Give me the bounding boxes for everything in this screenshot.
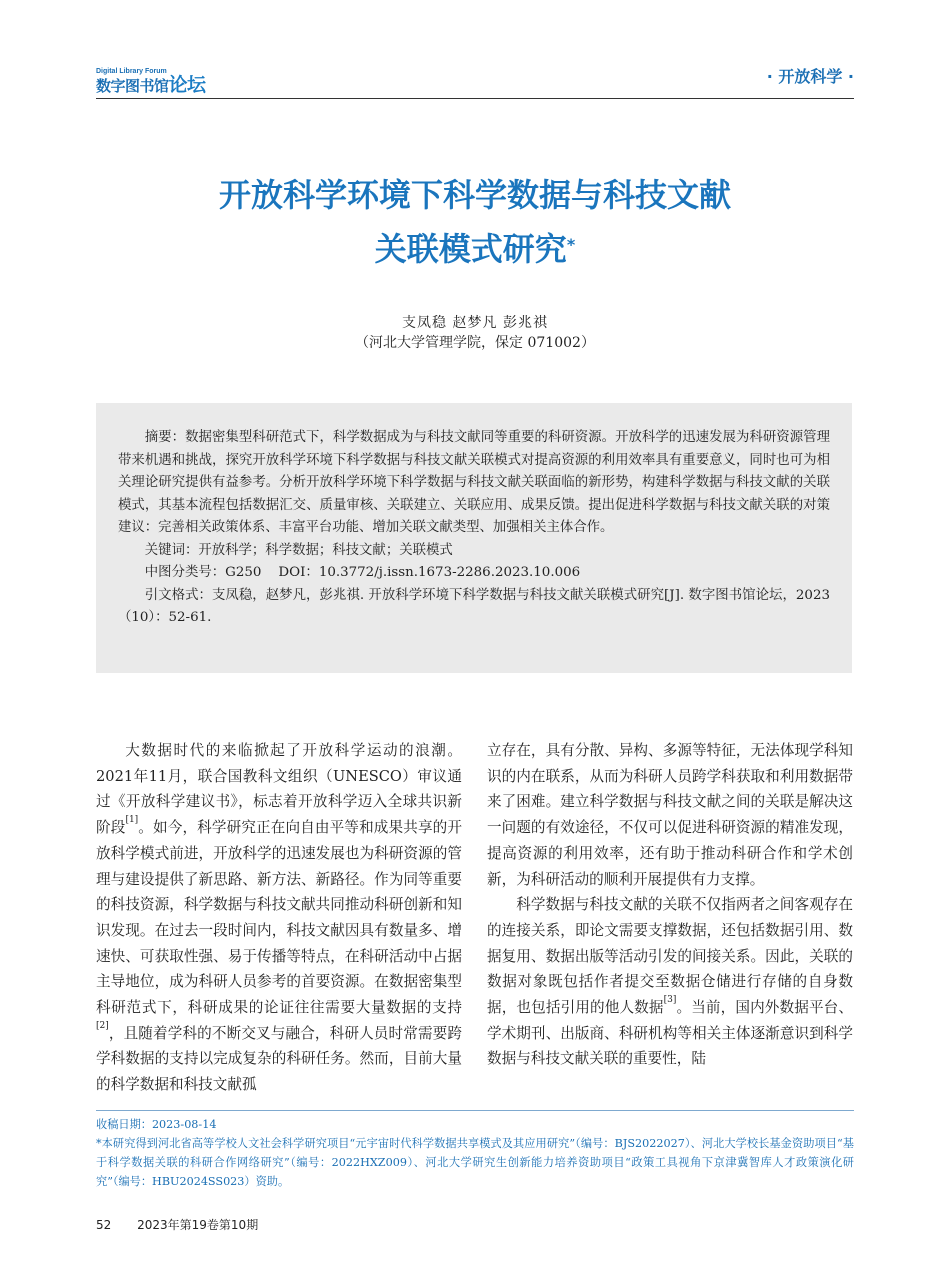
authors: 支凤稳 赵梦凡 彭兆祺: [402, 315, 548, 331]
logo-chinese: [96, 76, 206, 95]
citation-ref-3[interactable]: [3]: [663, 995, 677, 1006]
abstract-text: 摘要：数据密集型科研范式下，科学数据成为与科技文献同等重要的科研资源。开放科学的迅速发展为科研资源管理带来机遇和挑战，探究开放科学环境下科学数据与科技文献关联模式对提高资源的利用效率具有重要意义，同时也可为相关理论研究提供有益参考。分析开放科学环境下科学数据与科技文献关联面临的新形势，构建科学数据与科技文献的关联模式，其基本流程包括数据汇交、质量审核、关联建立、关联应用、成果反馈。提出促进科学数据与科技文献关联的对策建议：完善相关政策体系、丰富平台功能、增加关联文献类型、加强相关主体合作。: [118, 430, 830, 535]
classification-doi: 中图分类号：G250 DOI：10.3772/j.issn.1673-2286.2023.10.006: [144, 565, 581, 580]
citation-ref-1[interactable]: [1]: [125, 815, 139, 826]
keywords: 关键词：开放科学；科学数据；科技文献；关联模式: [144, 542, 453, 558]
body-text: ，且随着学科的不断交叉与融合，科研人员时常需要跨学科数据的支持以完成复杂的科研任务。然而，目前大量的科学数据和科技文献孤: [96, 1024, 462, 1094]
citation-format: 引文格式：支凤稳，赵梦凡，彭兆祺. 开放科学环境下科学数据与科技文献关联模式研究[J]. 数字图书馆论坛，2023（10）：52-61.: [118, 587, 830, 625]
body-text: 。如今，科学研究正在向自由平等和成果共享的开放科学模式前进，开放科学的迅速发展也为科研资源的管理与建设提供了新思路、新方法、新路径。作为同等重要的科技资源，科学数据与科技文献共同推动科研创新和知识发现。在过去一段时间内，科技文献因具有数量多、增速快、可获取性强、易于传播等特点，在科研活动中占据主导地位，成为科研人员参考的首要资源。在数据密集型科研范式下，科研成果的论证往往需要大量数据的支持: [96, 819, 462, 1017]
logo-cn-big: 论坛: [168, 74, 206, 96]
issue-info: 2023年第19卷第10期: [137, 1218, 259, 1232]
body-text: 科学数据与科技文献的关联不仅指两者之间客观存在的连接关系，即论文需要支撑数据，还包括数据引用、数据复用、数据出版等活动引发的间接关系。因此，关联的数据对象既包括作者提交至数据仓储进行存储的自身数据，也包括引用的他人数据: [487, 896, 853, 1017]
body-paragraph: [487, 892, 853, 1072]
body-text: 大数据时代的来临掀起了开放科学运动的浪潮。2021年11月，联合国教科文组织（UNESCO）审议通过《开放科学建议书》，标志着开放科学迈入全球共识新阶段: [96, 742, 462, 837]
header-divider: [96, 98, 854, 99]
title-footnote-mark: *: [566, 235, 576, 254]
received-date: 收稿日期：2023-08-14: [96, 1118, 217, 1131]
logo-english: Digital Library Forum: [96, 68, 167, 75]
body-paragraph: 立存在，具有分散、异构、多源等特征，无法体现学科知识的内在联系，从而为科研人员跨学科获取和利用数据带来了困难。建立科学数据与科技文献之间的关联是解决这一问题的有效途径，不仅可以促进科研资源的精准发现，提高资源的利用效率，还有助于推动科研合作和学术创新，为科研活动的顺利开展提供有力支撑。: [487, 742, 853, 888]
article-title: [96, 168, 854, 276]
affiliation: （河北大学管理学院，保定 071002）: [355, 335, 595, 351]
page-number: 52: [96, 1218, 112, 1232]
citation-ref-2[interactable]: [2]: [96, 1020, 109, 1031]
body-column-left: [96, 738, 462, 1098]
title-line-2: [96, 222, 854, 276]
page-footer: [96, 1216, 258, 1233]
logo-cn-small: 数字图书馆: [96, 77, 169, 95]
body-column-right: [487, 738, 853, 1072]
title-line-1: 开放科学环境下科学数据与科技文献: [218, 176, 731, 214]
section-label: · 开放科学 ·: [766, 67, 854, 86]
abstract-box: [96, 403, 852, 673]
funding-note: *本研究得到河北省高等学校人文社会科学研究项目“元宇宙时代科学数据共享模式及其应用研究”（编号：BJS2022027）、河北大学校长基金资助项目“基于科学数据关联的科研合作网络研究”（编号：2022HXZ009）、河北大学研究生创新能力培养资助项目“政策工具视角下京津冀智库人才政策演化研究”（编号：HBU2024SS023）资助。: [96, 1137, 854, 1188]
journal-logo: [96, 68, 206, 95]
body-text: 。当前，国内外数据平台、学术期刊、出版商、科研机构等相关主体逐渐意识到科学数据与科技文献关联的重要性，陆: [487, 999, 853, 1068]
footnote-divider: [96, 1110, 854, 1111]
title-line-2-text: 关联模式研究: [374, 230, 567, 268]
body-paragraph: [96, 738, 462, 1098]
footnotes: [96, 1115, 854, 1191]
